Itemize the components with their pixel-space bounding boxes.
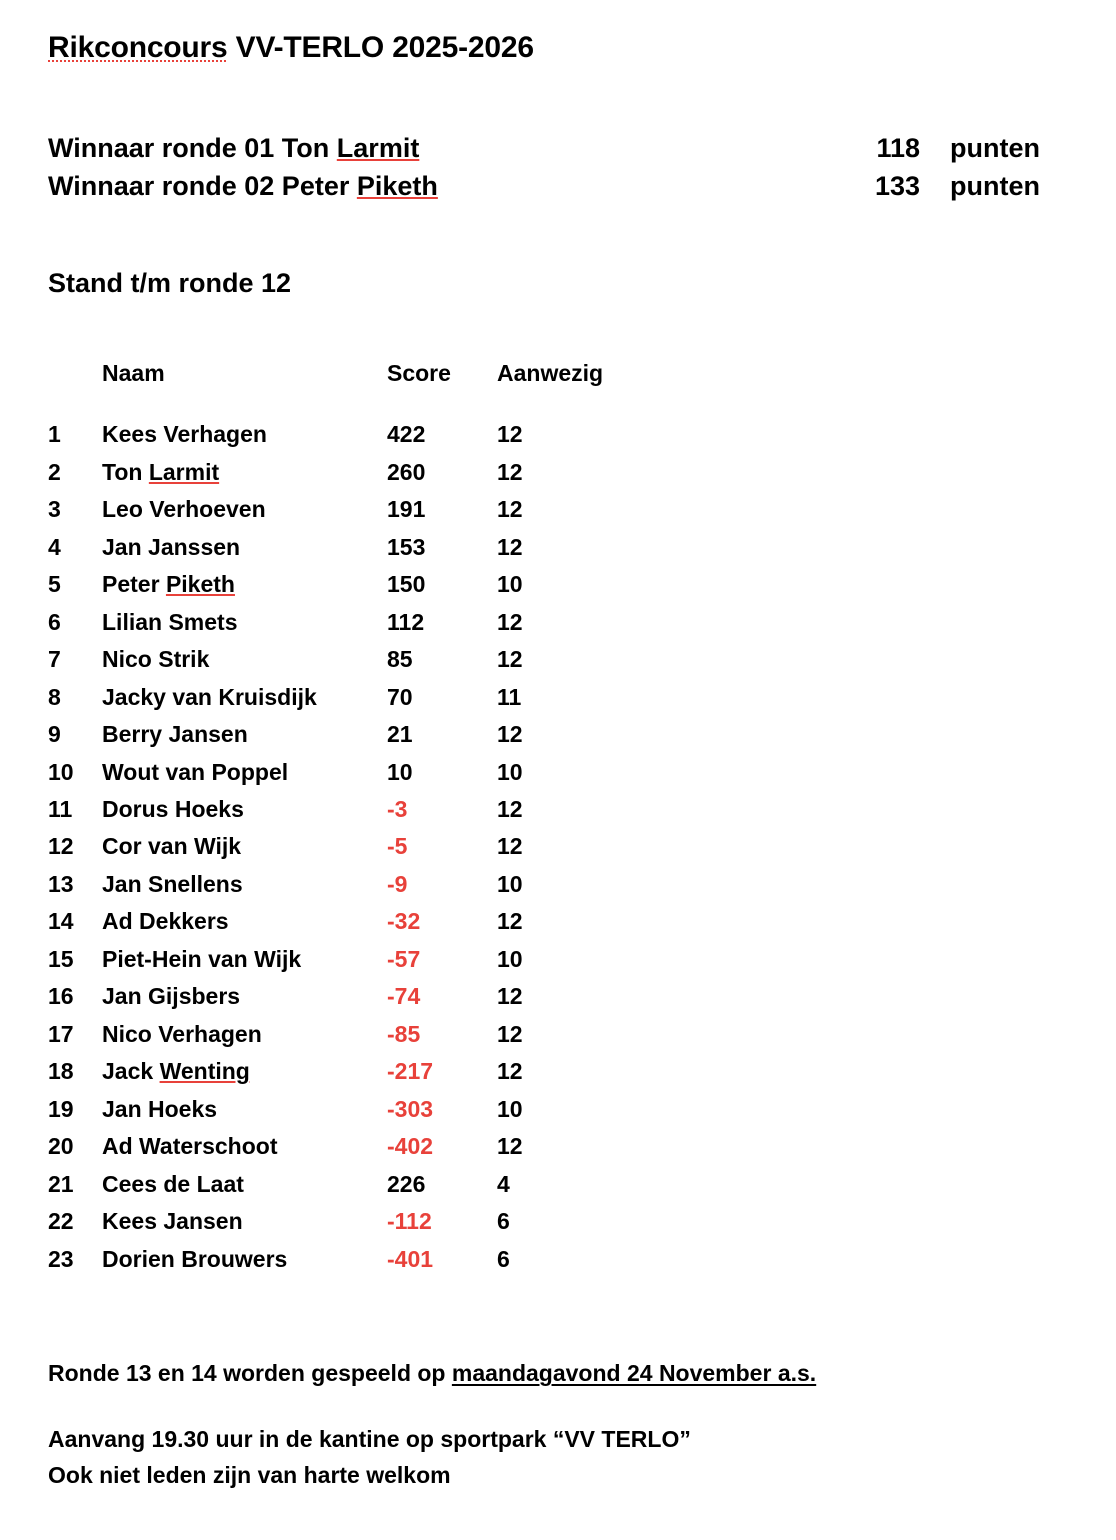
cell-present: 12 xyxy=(497,533,523,560)
cell-name xyxy=(102,1053,387,1090)
winners-section xyxy=(48,129,1068,206)
cell-present: 12 xyxy=(497,646,523,673)
cell-score: -74 xyxy=(387,983,421,1010)
cell-score: -303 xyxy=(387,1095,434,1122)
header-name: Naam xyxy=(102,359,165,386)
cell-present: 12 xyxy=(497,721,523,748)
table-row xyxy=(48,1166,1068,1203)
footer-line-2: Aanvang 19.30 uur in de kantine op sportpark “VV TERLO” xyxy=(48,1425,691,1452)
winner-1-name: Larmit xyxy=(336,133,420,163)
cell-present: 6 xyxy=(497,1208,510,1235)
cell-rank: 22 xyxy=(48,1208,74,1235)
standings-title: Stand t/m ronde 12 xyxy=(48,267,292,298)
cell-rank: 16 xyxy=(48,983,74,1010)
table-row xyxy=(48,754,1068,791)
cell-present: 12 xyxy=(497,608,523,635)
table-row xyxy=(48,529,1068,566)
cell-name: Nico Strik xyxy=(102,646,210,673)
footer-line-1-prefix: Ronde 13 en 14 worden gespeeld op xyxy=(48,1360,452,1387)
winner-1-points: 118 xyxy=(876,133,920,163)
table-row xyxy=(48,566,1068,603)
cell-name-prefix: Jack xyxy=(102,1058,160,1085)
cell-present: 12 xyxy=(497,421,523,448)
table-row xyxy=(48,941,1068,978)
cell-rank: 7 xyxy=(48,646,61,673)
cell-score: 260 xyxy=(387,458,426,485)
winner-2-unit: punten xyxy=(950,171,1040,202)
cell-name: Kees Jansen xyxy=(102,1208,243,1235)
cell-score: -112 xyxy=(387,1208,432,1235)
cell-score: 70 xyxy=(387,683,413,710)
table-row xyxy=(48,1053,1068,1090)
cell-score: -9 xyxy=(387,870,408,897)
cell-name: Cor van Wijk xyxy=(102,833,242,860)
cell-present: 12 xyxy=(497,458,523,485)
winner-row-1 xyxy=(48,129,1068,167)
cell-name: Lilian Smets xyxy=(102,608,238,635)
table-body xyxy=(48,416,1068,1278)
table-row xyxy=(48,679,1068,716)
cell-name xyxy=(102,566,387,603)
cell-present: 12 xyxy=(497,1020,523,1047)
cell-rank: 19 xyxy=(48,1095,74,1122)
cell-rank: 11 xyxy=(48,795,73,822)
cell-present: 12 xyxy=(497,833,523,860)
table-row xyxy=(48,716,1068,753)
winner-2-prefix: Winnaar ronde 02 Peter xyxy=(48,171,357,202)
footer-line-3: Ook niet leden zijn van harte welkom xyxy=(48,1461,451,1488)
footer-section xyxy=(48,1356,1068,1493)
cell-score: -57 xyxy=(387,945,421,972)
table-row xyxy=(48,641,1068,678)
cell-rank: 5 xyxy=(48,571,61,598)
page-title-misspelled-word: Rikconcours xyxy=(48,31,228,64)
footer-line-1 xyxy=(48,1356,1068,1392)
table-row xyxy=(48,903,1068,940)
cell-name: Jacky van Kruisdijk xyxy=(102,683,317,710)
winner-1-label xyxy=(48,129,848,167)
cell-present: 10 xyxy=(497,945,523,972)
footer-line-1-date: maandagavond 24 November a.s. xyxy=(451,1360,817,1387)
cell-name xyxy=(102,454,387,491)
winner-row-2 xyxy=(48,167,1068,205)
cell-name: Ad Dekkers xyxy=(102,908,229,935)
cell-present: 10 xyxy=(497,758,523,785)
header-present: Aanwezig xyxy=(497,359,604,386)
cell-rank: 9 xyxy=(48,721,61,748)
page-title xyxy=(48,28,1068,67)
cell-present: 12 xyxy=(497,983,523,1010)
cell-present: 12 xyxy=(497,908,523,935)
cell-score: 21 xyxy=(387,721,413,748)
cell-score: -5 xyxy=(387,833,408,860)
header-score: Score xyxy=(387,359,451,386)
cell-name: Jan Gijsbers xyxy=(102,983,241,1010)
cell-rank: 21 xyxy=(48,1170,74,1197)
cell-score: 85 xyxy=(387,646,413,673)
table-row xyxy=(48,491,1068,528)
table-row xyxy=(48,828,1068,865)
cell-score: 226 xyxy=(387,1170,426,1197)
cell-rank: 6 xyxy=(48,608,61,635)
cell-present: 12 xyxy=(497,1133,523,1160)
cell-rank: 8 xyxy=(48,683,61,710)
cell-score: -32 xyxy=(387,908,421,935)
cell-rank: 18 xyxy=(48,1058,74,1085)
cell-present: 6 xyxy=(497,1245,510,1272)
table-header-row xyxy=(48,355,1068,392)
cell-name: Dorus Hoeks xyxy=(102,795,244,822)
cell-name: Piet-Hein van Wijk xyxy=(102,945,302,972)
cell-present: 10 xyxy=(497,870,523,897)
cell-score: 191 xyxy=(387,496,426,523)
cell-rank: 14 xyxy=(48,908,74,935)
cell-name: Dorien Brouwers xyxy=(102,1245,288,1272)
cell-name: Kees Verhagen xyxy=(102,421,267,448)
cell-name: Berry Jansen xyxy=(102,721,248,748)
cell-present: 12 xyxy=(497,496,523,523)
cell-name-flagged: Wenting xyxy=(159,1058,250,1085)
cell-name: Jan Hoeks xyxy=(102,1095,218,1122)
table-row xyxy=(48,416,1068,453)
table-row xyxy=(48,978,1068,1015)
cell-present: 10 xyxy=(497,1095,523,1122)
cell-name-prefix: Peter xyxy=(102,571,166,598)
cell-rank: 3 xyxy=(48,496,61,523)
cell-rank: 17 xyxy=(48,1020,74,1047)
winner-1-prefix: Winnaar ronde 01 Ton xyxy=(48,133,337,163)
standings-table xyxy=(48,355,1068,1279)
cell-score: 422 xyxy=(387,421,426,448)
cell-name-flagged: Piketh xyxy=(165,571,235,598)
winner-2-name: Piketh xyxy=(356,171,438,202)
winner-2-label xyxy=(48,167,848,205)
cell-name-prefix: Ton xyxy=(102,458,149,485)
cell-name-flagged: Larmit xyxy=(148,458,220,485)
winner-1-unit: punten xyxy=(950,133,1040,163)
cell-score: 153 xyxy=(387,533,426,560)
table-row xyxy=(48,1241,1068,1278)
table-row xyxy=(48,454,1068,491)
cell-rank: 15 xyxy=(48,945,74,972)
cell-rank: 12 xyxy=(48,833,74,860)
page-title-rest: VV-TERLO 2025-2026 xyxy=(227,31,534,64)
cell-rank: 4 xyxy=(48,533,61,560)
winner-2-points: 133 xyxy=(874,171,920,202)
cell-score: -402 xyxy=(387,1133,434,1160)
cell-present: 11 xyxy=(497,683,522,710)
table-row xyxy=(48,1091,1068,1128)
table-row xyxy=(48,1203,1068,1240)
cell-name: Ad Waterschoot xyxy=(102,1133,278,1160)
table-row xyxy=(48,1128,1068,1165)
cell-rank: 23 xyxy=(48,1245,74,1272)
cell-name: Jan Snellens xyxy=(102,870,243,897)
cell-name: Wout van Poppel xyxy=(102,758,289,785)
table-row xyxy=(48,1016,1068,1053)
table-row xyxy=(48,604,1068,641)
cell-present: 12 xyxy=(497,795,523,822)
cell-score: -85 xyxy=(387,1020,421,1047)
cell-score: 150 xyxy=(387,571,426,598)
cell-present: 4 xyxy=(497,1170,510,1197)
cell-rank: 1 xyxy=(48,421,61,448)
cell-rank: 2 xyxy=(48,458,61,485)
cell-rank: 10 xyxy=(48,758,74,785)
cell-name: Jan Janssen xyxy=(102,533,241,560)
cell-score: -3 xyxy=(387,795,408,822)
cell-score: -217 xyxy=(387,1058,434,1085)
cell-name: Leo Verhoeven xyxy=(102,496,266,523)
cell-present: 10 xyxy=(497,571,523,598)
cell-name: Nico Verhagen xyxy=(102,1020,262,1047)
cell-score: -401 xyxy=(387,1245,434,1272)
cell-rank: 20 xyxy=(48,1133,74,1160)
table-row xyxy=(48,866,1068,903)
cell-rank: 13 xyxy=(48,870,74,897)
table-row xyxy=(48,791,1068,828)
cell-score: 10 xyxy=(387,758,413,785)
cell-present: 12 xyxy=(497,1058,523,1085)
cell-name: Cees de Laat xyxy=(102,1170,244,1197)
cell-score: 112 xyxy=(387,608,425,635)
footer-spacer xyxy=(48,1392,1068,1422)
